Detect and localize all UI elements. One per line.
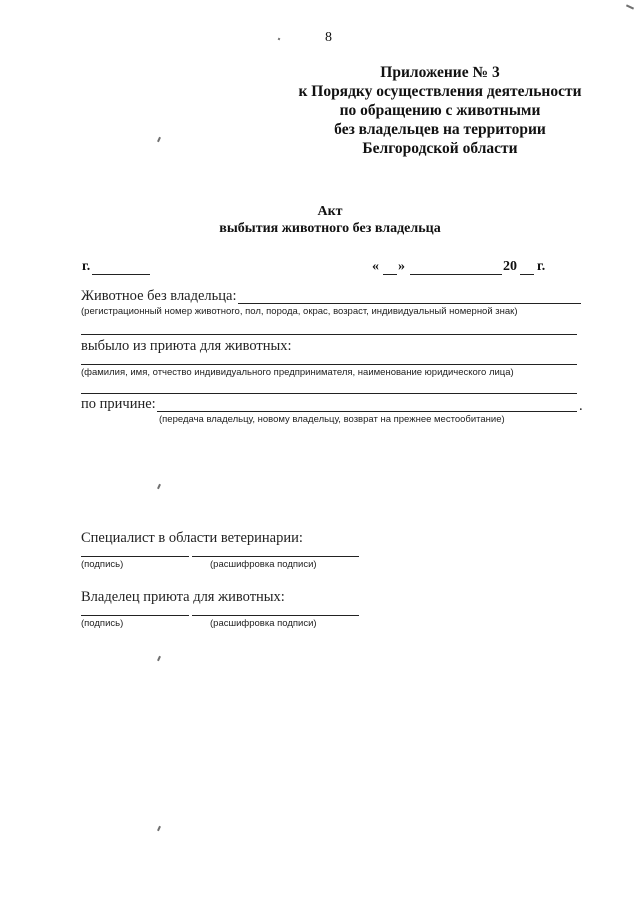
vet-signature-hint: (подпись): [81, 559, 124, 570]
animal-blank-line: [238, 303, 581, 304]
appendix-header: [250, 63, 630, 158]
owner-signature-hint: (подпись): [81, 618, 124, 629]
owner-signature-line: [81, 615, 189, 616]
shelter-hint: (фамилия, имя, отчество индивидуального предпринимателя, наименование юридического лица): [81, 367, 514, 378]
scan-speck: [157, 656, 161, 661]
reason-end: .: [579, 398, 583, 414]
vet-signature-line: [81, 556, 189, 557]
animal-label: Животное без владельца:: [81, 288, 237, 304]
scan-speck: [626, 4, 634, 9]
reason-hint: (передача владельцу, новому владельцу, возврат на прежнее местообитание): [159, 414, 505, 425]
day-blank-line: [383, 274, 397, 275]
title-line-1: Акт: [317, 204, 343, 219]
vet-label: Специалист в области ветеринарии:: [81, 530, 303, 546]
appendix-line-2: к Порядку осуществления деятельности: [298, 83, 582, 100]
scan-speck: [157, 484, 161, 489]
reason-label: по причине:: [81, 396, 156, 412]
year-suffix: г.: [537, 259, 546, 274]
quote-close: »: [398, 259, 405, 274]
year-blank-line: [520, 274, 534, 275]
animal-blank-line-2: [81, 334, 577, 335]
city-blank-line: [92, 274, 150, 275]
year-prefix: 20: [503, 259, 517, 274]
appendix-line-3: по обращению с животными: [339, 102, 541, 119]
document-title: [180, 203, 480, 237]
owner-decoding-hint: (расшифровка подписи): [210, 618, 317, 629]
city-prefix: г.: [82, 259, 91, 274]
reason-blank-line: [157, 411, 577, 412]
month-blank-line: [410, 274, 502, 275]
vet-decoding-line: [192, 556, 359, 557]
title-line-2: выбытия животного без владельца: [219, 221, 441, 236]
owner-decoding-line: [192, 615, 359, 616]
vet-decoding-hint: (расшифровка подписи): [210, 559, 317, 570]
appendix-line-4: без владельцев на территории: [334, 121, 546, 138]
animal-hint: (регистрационный номер животного, пол, порода, окрас, возраст, индивидуальный номерной знак): [81, 306, 518, 317]
appendix-line-1: Приложение № 3: [380, 64, 500, 81]
quote-open: «: [372, 259, 379, 274]
shelter-blank-line: [81, 364, 577, 365]
scan-speck: [278, 38, 281, 41]
page-number: 8: [325, 30, 332, 45]
scan-speck: [157, 826, 161, 831]
owner-label: Владелец приюта для животных:: [81, 589, 285, 605]
shelter-label: выбыло из приюта для животных:: [81, 338, 292, 354]
scan-speck: [157, 137, 161, 142]
appendix-line-5: Белгородской области: [362, 140, 518, 157]
shelter-blank-line-2: [81, 393, 577, 394]
